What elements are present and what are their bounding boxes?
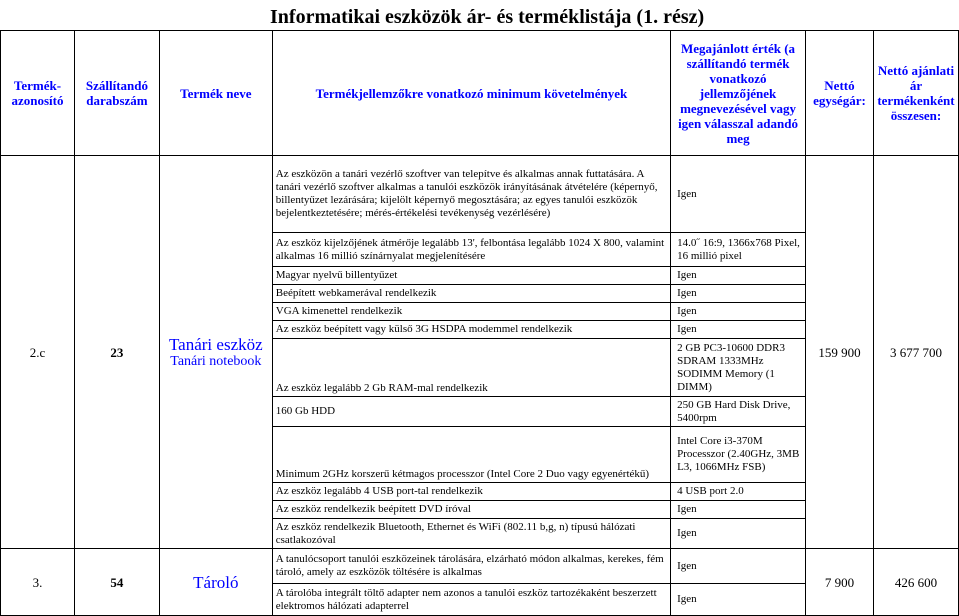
- requirement-cell: A tanulócsoport tanulói eszközeinek tárolására, elzárható módon alkalmas, kerekes, fém tároló, amely az eszközök töltésére is alkalmas: [272, 549, 670, 584]
- offered-value: 4 USB port 2.0: [671, 483, 806, 501]
- product-id: 3.: [1, 549, 75, 616]
- product-subname: Tanári notebook: [170, 353, 262, 369]
- product-name-cell: [159, 549, 272, 616]
- offered-value: Intel Core i3-370M Processzor (2.40GHz, 3MB L3, 1066MHz FSB): [671, 427, 806, 483]
- header-name: Termék neve: [159, 31, 272, 156]
- offered-value: Igen: [671, 501, 806, 519]
- requirement-cell: Magyar nyelvű billentyűzet: [272, 267, 670, 285]
- requirement-cell: Az eszköz rendelkezik Bluetooth, Ethernet és WiFi (802.11 b,g, n) típusú hálózati csatlakozóval: [272, 519, 670, 549]
- unit-price: 7 900: [805, 549, 873, 616]
- requirement-cell: Az eszköz legalább 2 Gb RAM-mal rendelkezik: [272, 339, 670, 397]
- offered-value: 14.0˝ 16:9, 1366x768 Pixel, 16 millió pixel: [671, 233, 806, 267]
- requirement-cell: Az eszköz beépített vagy külső 3G HSDPA modemmel rendelkezik: [272, 321, 670, 339]
- header-total: Nettó ajánlati ár termékenként összesen:: [873, 31, 958, 156]
- offered-value: Igen: [671, 267, 806, 285]
- unit-price: 159 900: [805, 156, 873, 549]
- header-offered: Megajánlott érték (a szállítandó termék vonatkozó jellemzőjének megnevezésével vagy igen válasszal adandó meg: [671, 31, 806, 156]
- header-qty: Szállítandó darabszám: [74, 31, 159, 156]
- product-qty: 54: [74, 549, 159, 616]
- offered-value: Igen: [671, 303, 806, 321]
- product-qty: 23: [74, 156, 159, 549]
- price-table: [0, 30, 959, 616]
- header-unit-price: Nettó egységár:: [805, 31, 873, 156]
- product-id: 2.c: [1, 156, 75, 549]
- requirement-cell: 160 Gb HDD: [272, 397, 670, 427]
- offered-value: Igen: [671, 321, 806, 339]
- requirement-cell: Minimum 2GHz korszerű kétmagos processzor (Intel Core 2 Duo vagy egyenértékű): [272, 427, 670, 483]
- page-title: Informatikai eszközök ár- és terméklistája (1. rész): [270, 6, 705, 28]
- table-row: [1, 156, 959, 233]
- offered-value: 2 GB PC3-10600 DDR3 SDRAM 1333MHz SODIMM Memory (1 DIMM): [671, 339, 806, 397]
- header-id: Termék-azonosító: [1, 31, 75, 156]
- requirement-cell: Az eszközön a tanári vezérlő szoftver van telepítve és alkalmas annak futtatására. A tanári vezérlő szoftver alkalmas a tanulói eszközök irányításának átvételére (képernyő, billentyűzet lezárására; kijelölt képernyő megosztására; az egyes tanulói eszközök bejelentkeztetésére; mérés-értékelési tevékenység vezérlésére): [272, 156, 670, 233]
- requirement-cell: Beépített webkamerával rendelkezik: [272, 285, 670, 303]
- header-requirements: Termékjellemzőkre vonatkozó minimum követelmények: [272, 31, 670, 156]
- offered-value: Igen: [671, 285, 806, 303]
- requirement-cell: Az eszköz legalább 4 USB port-tal rendelkezik: [272, 483, 670, 501]
- offered-value: Igen: [671, 156, 806, 233]
- requirement-cell: Az eszköz rendelkezik beépített DVD íróval: [272, 501, 670, 519]
- total-price: 3 677 700: [873, 156, 958, 549]
- offered-value: Igen: [671, 584, 806, 616]
- requirement-cell: Az eszköz kijelzőjének átmérője legalább 13', felbontása legalább 1024 X 800, valamint alkalmas 16 millió színárnyalat megjelenítésére: [272, 233, 670, 267]
- product-name: Tanári eszköz: [168, 334, 263, 354]
- table-row: [1, 549, 959, 584]
- total-price: 426 600: [873, 549, 958, 616]
- header-row: [1, 31, 959, 156]
- requirement-cell: VGA kimenettel rendelkezik: [272, 303, 670, 321]
- requirement-cell: A tárolóba integrált töltő adapter nem azonos a tanulói eszköz tartozékaként beszerzett elektromos hálózati adapterrel: [272, 584, 670, 616]
- product-name-cell: [159, 156, 272, 549]
- offered-value: Igen: [671, 519, 806, 549]
- offered-value: Igen: [671, 549, 806, 584]
- product-name: Tároló: [193, 572, 239, 592]
- offered-value: 250 GB Hard Disk Drive, 5400rpm: [671, 397, 806, 427]
